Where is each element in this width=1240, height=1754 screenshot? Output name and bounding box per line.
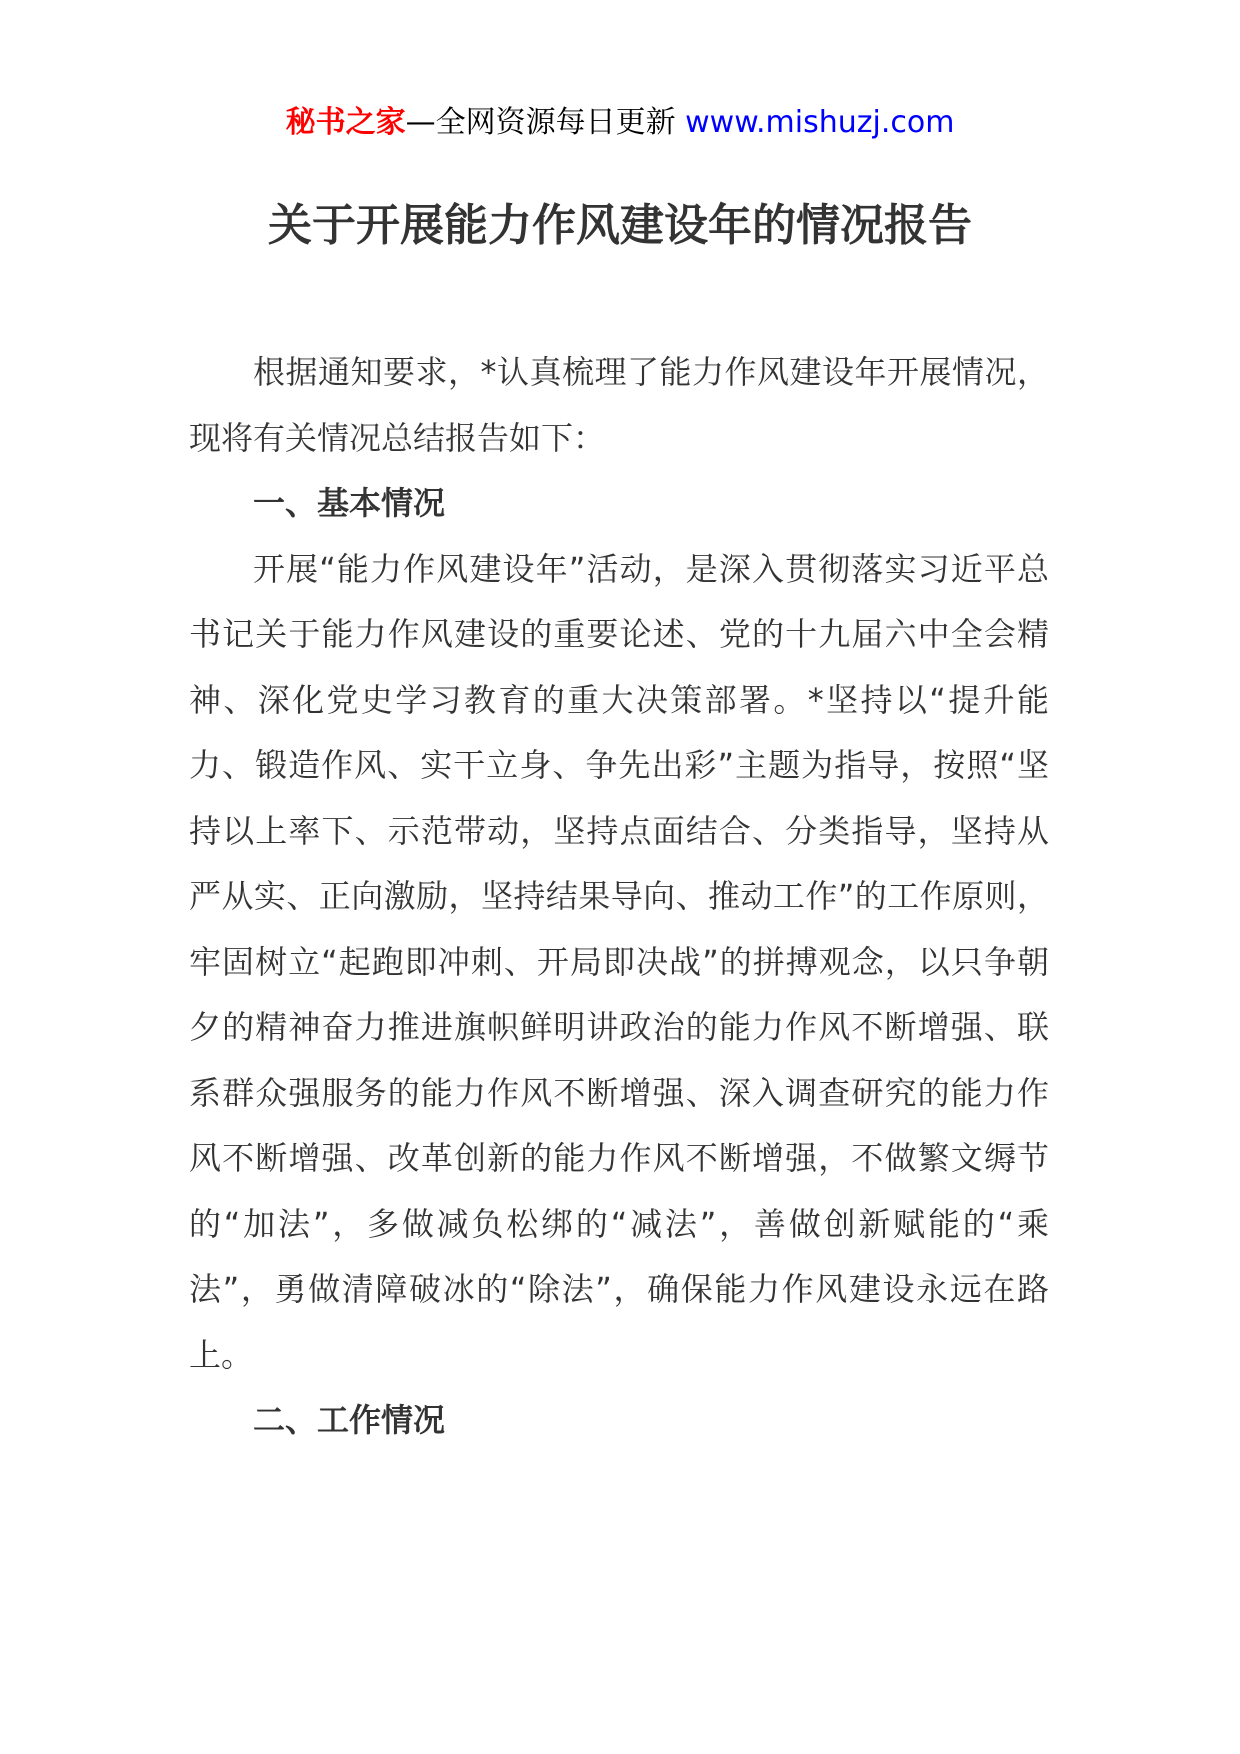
brand-name: 秘书之家 <box>285 105 406 140</box>
site-url-link[interactable]: www.mishuzj.com <box>685 105 955 140</box>
document-body <box>189 340 1049 1454</box>
document-title: 关于开展能力作风建设年的情况报告 <box>268 200 972 251</box>
section-heading-work: 二、工作情况 <box>253 1401 446 1439</box>
intro-paragraph: 根据通知要求，*认真梳理了能力作风建设年开展情况，现将有关情况总结报告如下： <box>189 353 1049 457</box>
section-heading-basic: 一、基本情况 <box>253 484 446 522</box>
header-tagline: —全网资源每日更新 <box>405 105 676 140</box>
site-header <box>0 100 1240 146</box>
section-basic-paragraph: 开展“能力作风建设年”活动，是深入贯彻落实习近平总书记关于能力作风建设的重要论述、党的十九届六中全会精神、深化党史学习教育的重大决策部署。*坚持以“提升能力、锻造作风、实干立身、争先出彩”主题为指导，按照“坚持以上率下、示范带动，坚持点面结合、分类指导，坚持从严从实、正向激励，坚持结果导向、推动工作”的工作原则，牢固树立“起跑即冲刺、开局即决战”的拼搏观念，以只争朝夕的精神奋力推进旗帜鲜明讲政治的能力作风不断增强、联系群众强服务的能力作风不断增强、深入调查研究的能力作风不断增强、改革创新的能力作风不断增强，不做繁文缛节的“加法”，多做减负松绑的“减法”，善做创新赋能的“乘法”，勇做清障破冰的“除法”，确保能力作风建设永远在路上。 <box>189 549 1049 1374</box>
